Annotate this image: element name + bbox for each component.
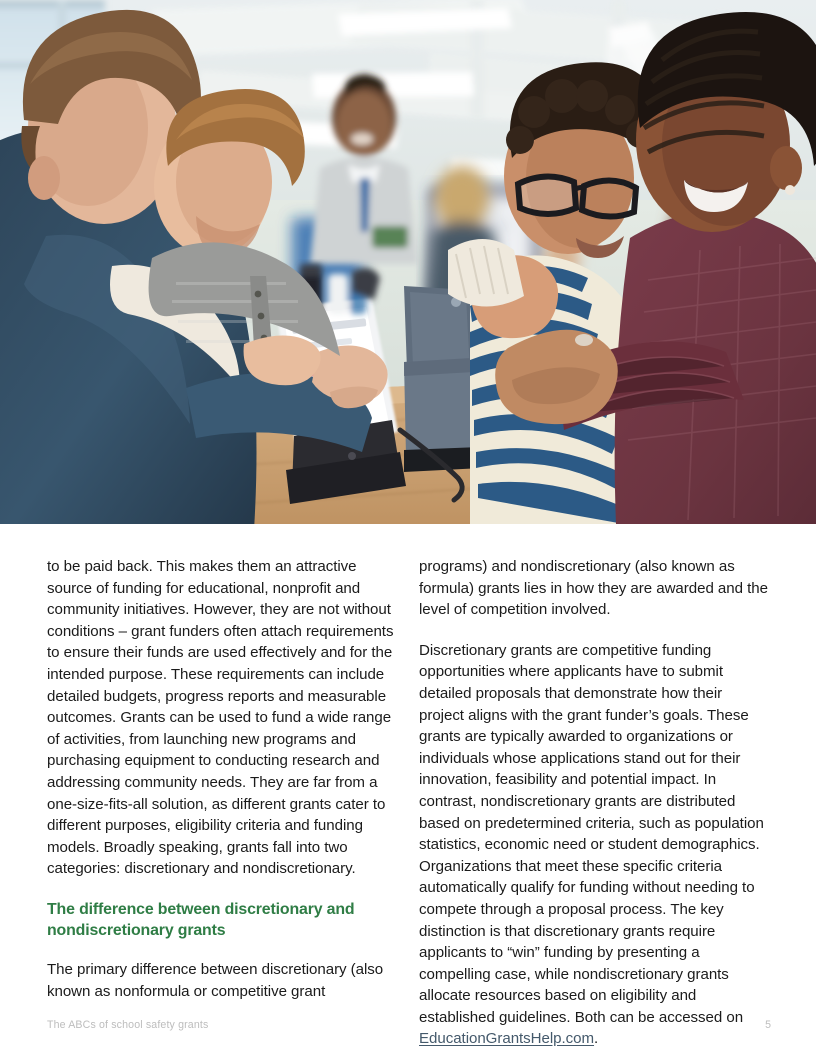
left-paragraph-1: to be paid back. This makes them an attractive source of funding for educational, nonprofit and community initiatives. However, they are not without conditions – grant funders often attach requirements to ensure their funds are used effectively and for the intended purpose. These requirements can include detailed budgets, progress reports and measurable outcomes. Grants can be used to fund a wide range of activities, from launching new programs and purchasing equipment to conducting research and addressing community needs. They are far from a one-size-fits-all solution, as different grants cater to different purposes, eligibility criteria and funding models. Broadly speaking, grants fall into two categories: discretionary and nondiscretionary.: [47, 558, 394, 878]
right-column: [419, 556, 771, 1050]
hero-image: [0, 0, 816, 524]
left-paragraph-2: The primary difference between discretionary (also known as nonformula or competitive grant: [47, 960, 384, 1000]
left-column: [47, 556, 395, 1002]
right-paragraph-2-text: Discretionary grants are competitive funding opportunities where applicants have to submit detailed proposals that demonstrate how their project aligns with the grant funder’s goals. These grants are typically awarded to organizations or individuals whose applications stand out for their innovation, feasibility and potential impact. In contrast, nondiscretionary grants are distributed based on predetermined criteria, such as population statistics, economic need or student demographics. Organizations that meet these specific criteria automatically qualify for funding without needing to compete through a proposal process. The key distinction is that discretionary grants require applicants to “win” funding by presenting a compelling case, while nondiscretionary grants allocate resources based on eligibility and established guidelines. Both can be accessed on: [419, 641, 764, 1026]
classroom-photo-illustration: [0, 0, 816, 524]
footer-page-number: 5: [765, 1019, 771, 1031]
footer-document-title: The ABCs of school safety grants: [47, 1019, 209, 1031]
right-paragraph-2: [419, 640, 771, 1050]
right-paragraph-2-period: .: [594, 1030, 599, 1048]
page-footer: [0, 1018, 816, 1042]
right-paragraph-1: programs) and nondiscretionary (also known as formula) grants lies in how they are awarded and the level of competition involved.: [419, 558, 768, 619]
education-grants-help-link[interactable]: EducationGrantsHelp.com: [419, 1030, 595, 1048]
section-heading-difference: The difference between discretionary and nondiscretionary grants: [47, 900, 355, 940]
